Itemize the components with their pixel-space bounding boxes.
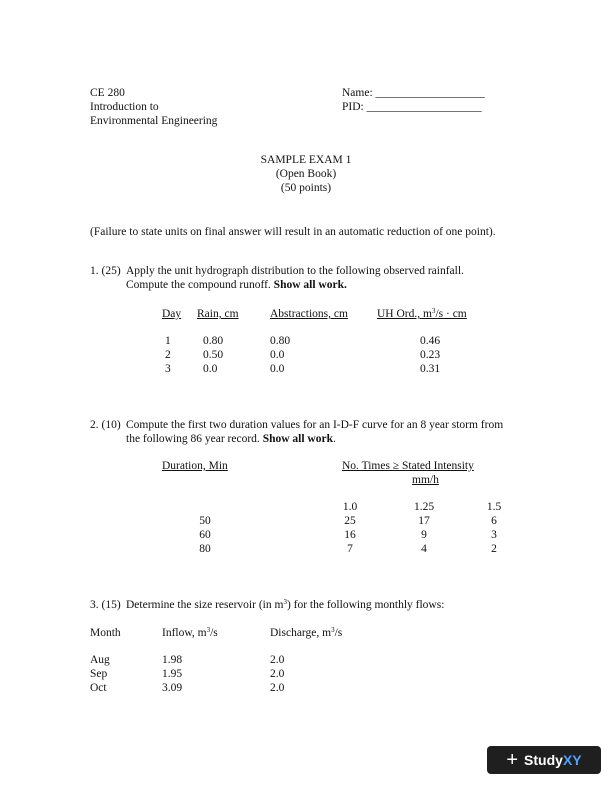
q1-number: 1. (25) (90, 265, 121, 277)
q2-cell: 80 (199, 543, 211, 555)
q1-cell: 0.23 (420, 349, 441, 361)
q3-header-inflow: Inflow, $m^3/s$ (162, 626, 218, 639)
q3-cell: 2.0 (270, 654, 285, 666)
q2-cell: 17 (418, 515, 430, 527)
q2-cell: 16 (344, 529, 356, 541)
q3-cell: Aug (90, 654, 110, 666)
q3-cell: Sep (90, 668, 108, 680)
q2-cell: 7 (347, 543, 353, 555)
q3-cell: Oct (90, 682, 107, 694)
studyxy-badge[interactable] (487, 746, 601, 774)
q3-cell: 2.0 (270, 668, 285, 680)
exam-subtitle: (Open Book) (275, 168, 337, 180)
q1-cell: 0.0 (270, 363, 285, 375)
q1-cell: 0.46 (420, 335, 441, 347)
q2-cell: 3 (491, 529, 497, 541)
badge-text: StudyXY (524, 752, 582, 768)
q2-cell: 2 (491, 543, 497, 555)
q1-cell: 0.80 (270, 335, 291, 347)
exam-title: SAMPLE EXAM 1 (260, 154, 352, 166)
q3-header-discharge: Discharge, $m^3/s$ (270, 626, 343, 639)
q3-cell: 1.98 (162, 654, 183, 666)
q2-cell: 9 (421, 529, 427, 541)
q1-cell: 0.0 (270, 349, 285, 361)
units-note: (Failure to state units on final answer will result in an automatic reduction of one point). (90, 226, 496, 238)
q1-cell: 1 (165, 335, 171, 347)
q2-cell: 50 (199, 515, 211, 527)
q2-intensity: 1.5 (486, 501, 502, 513)
q2-cell: 25 (344, 515, 356, 527)
q1-header-uh: UH Ord., $m^3/s$ · cm (377, 307, 467, 320)
q1-cell: 0.50 (203, 349, 224, 361)
q3-header-month: Month (90, 627, 121, 639)
q1-line1: Apply the unit hydrograph distribution to the following observed rainfall. (126, 265, 464, 277)
q2-cell: 6 (491, 515, 497, 527)
q1-cell: 0.80 (203, 335, 224, 347)
q1-header-rain: Rain, cm (197, 308, 239, 320)
q2-intensity: 1.25 (413, 501, 435, 513)
q1-cell: 0.0 (203, 363, 218, 375)
q3-cell: 1.95 (162, 668, 183, 680)
q1-cell: 2 (165, 349, 171, 361)
q2-intensity: 1.0 (342, 501, 358, 513)
course-code: CE 280 (90, 87, 125, 99)
q1-cell: 0.31 (420, 363, 441, 375)
course-title-line2: Environmental Engineering (90, 115, 218, 127)
q3-cell: 2.0 (270, 682, 285, 694)
q2-number: 2. (10) (90, 419, 121, 431)
q1-line2: Compute the compound runoff. Show all work. (126, 279, 347, 291)
plus-icon: + (506, 749, 519, 771)
q1-header-abstractions: Abstractions, cm (270, 308, 348, 320)
q2-line2: the following 86 year record. Show all work. (126, 433, 336, 445)
q2-header-unit: mm/h (412, 474, 439, 486)
exam-points: (50 points) (280, 182, 332, 194)
q1-cell: 3 (165, 363, 171, 375)
q3-line: Determine the size reservoir (in $m^3$) for the following monthly flows: (126, 598, 445, 611)
pid-field: PID: ____________________ (342, 101, 482, 113)
q2-cell: 60 (199, 529, 211, 541)
q3-number: 3. (15) (90, 599, 121, 611)
q2-header-intensity: No. Times ≥ Stated Intensity (342, 460, 474, 472)
name-field: Name: ___________________ (342, 87, 485, 99)
q2-cell: 4 (421, 543, 427, 555)
q2-header-duration: Duration, Min (162, 460, 228, 472)
course-title-line1: Introduction to (90, 101, 159, 113)
q2-line1: Compute the first two duration values for an I-D-F curve for an 8 year storm from (126, 419, 504, 431)
q3-cell: 3.09 (162, 682, 183, 694)
q1-header-day: Day (162, 308, 182, 320)
